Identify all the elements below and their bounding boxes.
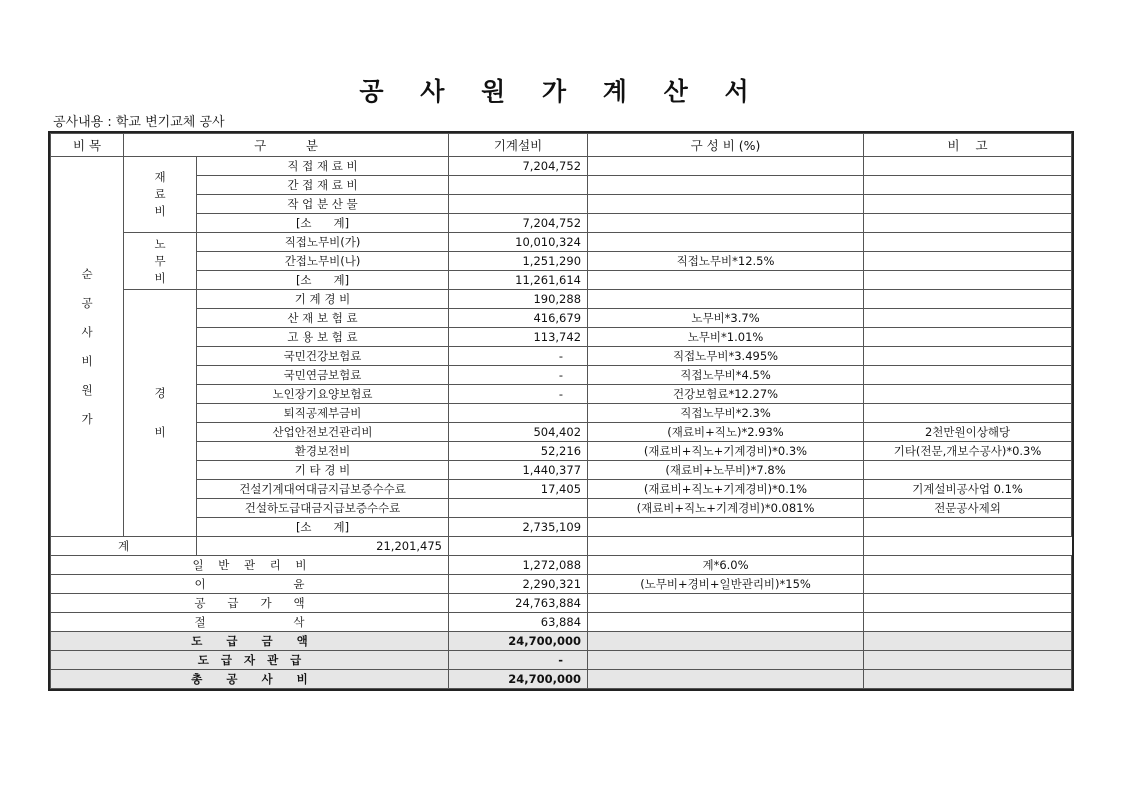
table-row: [51, 423, 1072, 442]
row-remark: 기계설비공사업 0.1%: [864, 480, 1072, 499]
row-value: 113,742: [449, 328, 588, 347]
table-row: [51, 252, 1072, 271]
row-remark: [864, 252, 1072, 271]
row-remark: [864, 518, 1072, 537]
row-remark: [864, 670, 1072, 689]
row-remark: [864, 575, 1072, 594]
row-label: 일 반 관 리 비: [51, 556, 449, 575]
row-value: 7,204,752: [449, 157, 588, 176]
row-value: 17,405: [449, 480, 588, 499]
header-item: 비 목: [51, 134, 124, 157]
row-ratio: [588, 290, 864, 309]
row-ratio: [588, 651, 864, 670]
row-remark: 2천만원이상해당: [864, 423, 1072, 442]
row-value: [449, 404, 588, 423]
row-remark: [864, 328, 1072, 347]
row-ratio: 직접노무비*3.495%: [588, 347, 864, 366]
row-ratio: 계*6.0%: [588, 556, 864, 575]
row-ratio: (재료비+직노)*2.93%: [588, 423, 864, 442]
row-label: 공 급 가 액: [51, 594, 449, 613]
row-value: 24,700,000: [449, 632, 588, 651]
row-label: 건설기계대여대금지급보증수수료: [197, 480, 449, 499]
row-label: 총 공 사 비: [51, 670, 449, 689]
table-row: [51, 347, 1072, 366]
table-row: [51, 594, 1072, 613]
row-label: 기 타 경 비: [197, 461, 449, 480]
row-label: 산업안전보건관리비: [197, 423, 449, 442]
row-value: 2,735,109: [449, 518, 588, 537]
table-row: [51, 575, 1072, 594]
table-row: [51, 537, 1072, 556]
row-value: 63,884: [449, 613, 588, 632]
row-ratio: [449, 537, 588, 556]
row-label: 기 계 경 비: [197, 290, 449, 309]
row-ratio: (재료비+직노+기계경비)*0.1%: [588, 480, 864, 499]
table-row: [51, 290, 1072, 309]
row-value: 10,010,324: [449, 233, 588, 252]
table-row: [51, 309, 1072, 328]
row-remark: [864, 176, 1072, 195]
row-value: [449, 499, 588, 518]
row-label: [소 계]: [197, 271, 449, 290]
row-ratio: 노무비*3.7%: [588, 309, 864, 328]
document-title: 공 사 원 가 계 산 서: [359, 77, 763, 106]
row-remark: [864, 290, 1072, 309]
row-remark: [864, 556, 1072, 575]
row-label: 고 용 보 험 료: [197, 328, 449, 347]
row-label: 산 재 보 험 료: [197, 309, 449, 328]
cost-calculation-table: [50, 133, 1072, 689]
table-row: [51, 385, 1072, 404]
row-ratio: 직접노무비*2.3%: [588, 404, 864, 423]
row-label: 이 윤: [51, 575, 449, 594]
row-remark: 기타(전문,개보수공사)*0.3%: [864, 442, 1072, 461]
row-label: 국민건강보험료: [197, 347, 449, 366]
table-row: [51, 518, 1072, 537]
table-row: [51, 556, 1072, 575]
row-value: 504,402: [449, 423, 588, 442]
table-row: [51, 233, 1072, 252]
row-label: 간접노무비(나): [197, 252, 449, 271]
row-remark: [864, 271, 1072, 290]
row-value: 21,201,475: [197, 537, 449, 556]
row-value: -: [449, 366, 588, 385]
row-remark: [864, 613, 1072, 632]
header-remarks: 비 고: [864, 134, 1072, 157]
row-remark: [864, 347, 1072, 366]
row-value: [449, 176, 588, 195]
row-label: 도 급 자 관 급: [51, 651, 449, 670]
row-remark: [864, 385, 1072, 404]
row-remark: [864, 594, 1072, 613]
row-value: 1,272,088: [449, 556, 588, 575]
table-row: [51, 157, 1072, 176]
row-value: 416,679: [449, 309, 588, 328]
table-row: [51, 328, 1072, 347]
project-description: 공사내용 : 학교 변기교체 공사: [53, 115, 225, 130]
row-label: 직 접 재 료 비: [197, 157, 449, 176]
table-row: [51, 271, 1072, 290]
group-material: 재 료 비: [124, 157, 197, 233]
row-ratio: (재료비+직노+기계경비)*0.081%: [588, 499, 864, 518]
table-row-highlight: [51, 670, 1072, 689]
row-value: 2,290,321: [449, 575, 588, 594]
row-value: 1,440,377: [449, 461, 588, 480]
table-row: [51, 176, 1072, 195]
row-remark: [864, 309, 1072, 328]
row-label: 퇴직공제부금비: [197, 404, 449, 423]
row-ratio: [588, 594, 864, 613]
row-ratio: [588, 157, 864, 176]
row-ratio: (재료비+노무비)*7.8%: [588, 461, 864, 480]
row-ratio: 노무비*1.01%: [588, 328, 864, 347]
group-expense: 경 비: [124, 290, 197, 537]
row-value: 7,204,752: [449, 214, 588, 233]
row-value: -: [449, 651, 588, 670]
row-ratio: [588, 613, 864, 632]
header-division: 구 분: [124, 134, 449, 157]
row-label: 계: [51, 537, 197, 556]
row-remark: [864, 233, 1072, 252]
row-remark: [864, 195, 1072, 214]
row-label: [소 계]: [197, 518, 449, 537]
row-label: 환경보전비: [197, 442, 449, 461]
row-label: [소 계]: [197, 214, 449, 233]
row-label: 도 급 금 액: [51, 632, 449, 651]
row-ratio: [588, 271, 864, 290]
row-value: 190,288: [449, 290, 588, 309]
table-row: [51, 461, 1072, 480]
group-labor: 노 무 비: [124, 233, 197, 290]
row-ratio: 직접노무비*4.5%: [588, 366, 864, 385]
group-net-cost: 순 공 사 비 원 가: [51, 157, 124, 537]
header-ratio: 구 성 비 (%): [588, 134, 864, 157]
row-remark: [864, 404, 1072, 423]
row-label: 절 삭: [51, 613, 449, 632]
row-ratio: [588, 176, 864, 195]
row-ratio: 직접노무비*12.5%: [588, 252, 864, 271]
row-ratio: [588, 518, 864, 537]
header-equipment: 기계설비: [449, 134, 588, 157]
table-row: [51, 366, 1072, 385]
row-ratio: [588, 214, 864, 233]
row-label: 노인장기요양보험료: [197, 385, 449, 404]
row-value: 11,261,614: [449, 271, 588, 290]
row-remark: [588, 537, 864, 556]
header-row: [51, 134, 1072, 157]
table-row: [51, 480, 1072, 499]
row-ratio: 건강보험료*12.27%: [588, 385, 864, 404]
row-remark: [864, 632, 1072, 651]
row-value: 24,700,000: [449, 670, 588, 689]
row-remark: [864, 157, 1072, 176]
table-row-highlight: [51, 651, 1072, 670]
row-value: -: [449, 347, 588, 366]
row-remark: [864, 214, 1072, 233]
row-ratio: [588, 670, 864, 689]
row-remark: [864, 366, 1072, 385]
row-remark: 전문공사제외: [864, 499, 1072, 518]
table-row: [51, 613, 1072, 632]
row-label: 국민연금보험료: [197, 366, 449, 385]
row-label: 간 접 재 료 비: [197, 176, 449, 195]
row-remark: [864, 461, 1072, 480]
table-row: [51, 404, 1072, 423]
table-row: [51, 214, 1072, 233]
row-value: -: [449, 385, 588, 404]
row-label: 직접노무비(가): [197, 233, 449, 252]
table-row-highlight: [51, 632, 1072, 651]
row-ratio: [588, 233, 864, 252]
row-ratio: (재료비+직노+기계경비)*0.3%: [588, 442, 864, 461]
row-value: 24,763,884: [449, 594, 588, 613]
row-ratio: (노무비+경비+일반관리비)*15%: [588, 575, 864, 594]
row-value: [449, 195, 588, 214]
row-value: 52,216: [449, 442, 588, 461]
row-label: 건설하도급대금지급보증수수료: [197, 499, 449, 518]
row-value: 1,251,290: [449, 252, 588, 271]
table-row: [51, 499, 1072, 518]
table-row: [51, 442, 1072, 461]
row-ratio: [588, 195, 864, 214]
table-row: [51, 195, 1072, 214]
row-ratio: [588, 632, 864, 651]
row-label: 작 업 분 산 물: [197, 195, 449, 214]
row-remark: [864, 651, 1072, 670]
